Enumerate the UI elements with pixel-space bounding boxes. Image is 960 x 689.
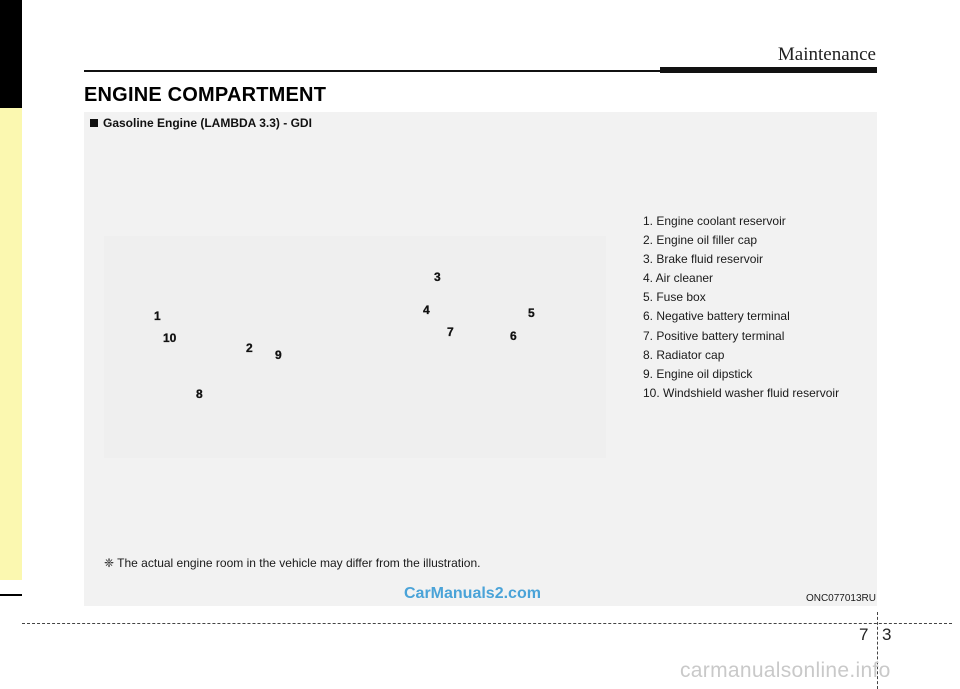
callout-3: 3 — [434, 270, 441, 284]
legend-item: 7. Positive battery terminal — [643, 328, 785, 343]
header-rule — [84, 70, 664, 72]
callout-6: 6 — [510, 329, 517, 343]
callout-7: 7 — [447, 325, 454, 339]
callout-5: 5 — [528, 306, 535, 320]
legend-item: 5. Fuse box — [643, 290, 706, 305]
legend-item: 4. Air cleaner — [643, 271, 714, 286]
header-rule-thick — [660, 67, 877, 73]
callout-8: 8 — [196, 387, 203, 401]
callout-2: 2 — [246, 341, 253, 355]
callout-4: 4 — [423, 303, 430, 317]
callout-10: 10 — [163, 331, 177, 345]
engine-illustration — [104, 236, 606, 458]
figure-heading — [90, 116, 312, 130]
chapter-number: 7 — [859, 625, 869, 644]
callout-9: 9 — [275, 348, 282, 362]
legend-item: 6. Negative battery terminal — [643, 309, 790, 324]
watermark-footer: carmanualsonline.info — [680, 659, 891, 682]
figure-code: ONC077013RU — [805, 593, 876, 604]
side-tab-baseline — [0, 594, 22, 596]
section-header: Maintenance — [777, 44, 876, 65]
component-legend — [643, 212, 839, 403]
legend-item: 10. Windshield washer fluid reservoir — [643, 385, 840, 400]
figure-note: ❈ The actual engine room in the vehicle may differ from the illustration. — [104, 556, 481, 570]
page-number: 3 — [882, 625, 892, 644]
watermark-link[interactable]: CarManuals2.com — [404, 585, 541, 602]
legend-item: 9. Engine oil dipstick — [643, 366, 753, 381]
page-title: ENGINE COMPARTMENT — [84, 84, 327, 106]
legend-item: 1. Engine coolant reservoir — [643, 214, 786, 228]
legend-item: 8. Radiator cap — [643, 347, 725, 362]
square-bullet-icon — [90, 119, 98, 127]
footer-rule — [22, 623, 952, 624]
callout-1: 1 — [154, 309, 161, 323]
legend-item: 2. Engine oil filler cap — [643, 233, 758, 248]
chapter-side-tab-marker — [0, 0, 22, 108]
legend-item: 3. Brake fluid reservoir — [643, 252, 764, 267]
figure-heading-text: Gasoline Engine (LAMBDA 3.3) - GDI — [103, 116, 312, 130]
